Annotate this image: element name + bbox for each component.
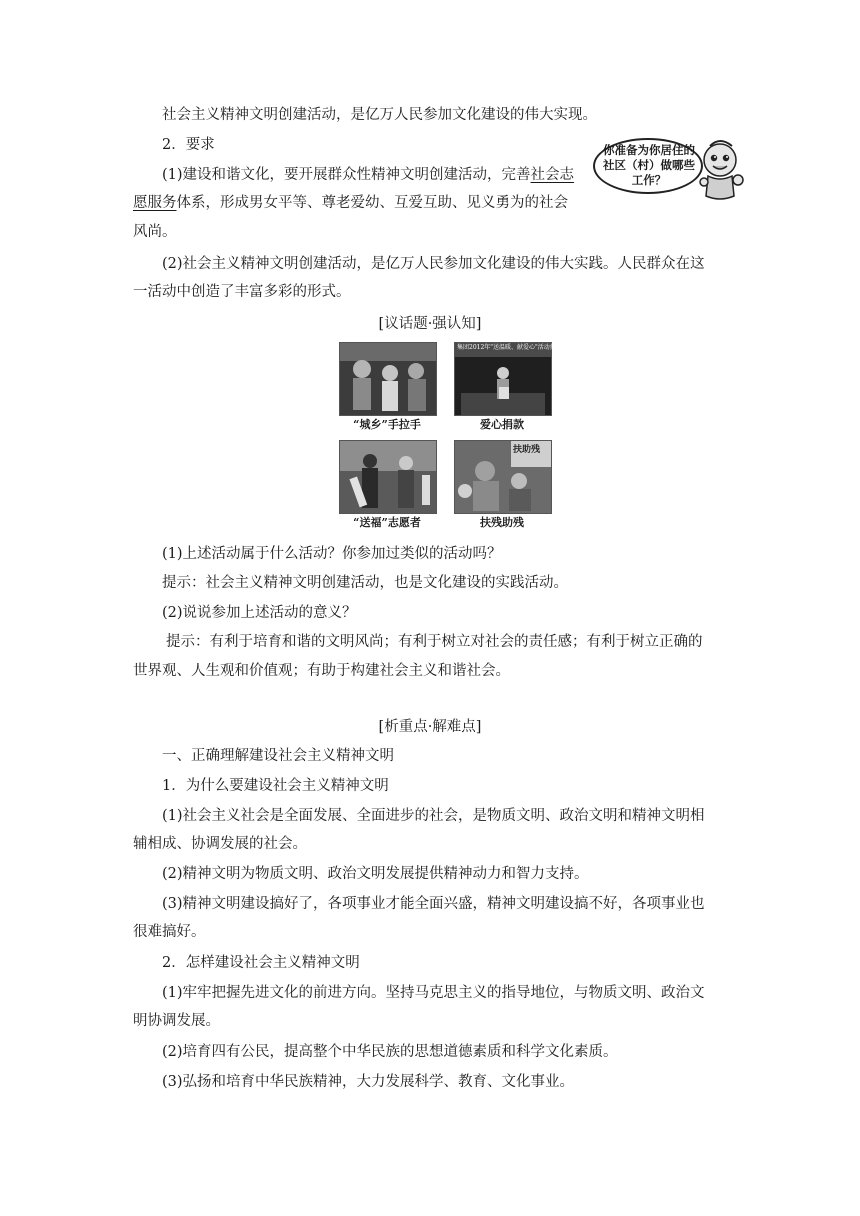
text-line: 一活动中创造了丰富多彩的形式。 (133, 284, 351, 300)
photo-caption: “送福”志愿者 (353, 516, 421, 529)
mascot-icon (698, 138, 748, 204)
photo-image (340, 441, 436, 513)
photo-blessing-volunteers (339, 440, 437, 514)
photo-city-rural (339, 342, 437, 416)
text-line: 风尚。 (133, 224, 177, 240)
heading-requirements: 2．要求 (162, 137, 215, 153)
paragraph-line: 很难搞好。 (133, 924, 206, 940)
photo-banner-text: 集团2012年"送温暖、献爱心"活动捐款仪式 (457, 344, 574, 351)
paragraph-line (133, 193, 568, 213)
photo-banner-text: 扶助残 (513, 445, 541, 455)
question-2: (2)说说参加上述活动的意义？ (162, 605, 357, 621)
photo-caption: “城乡”手拉手 (353, 418, 421, 431)
paragraph-line: (1)牢牢把握先进文化的前进方向。坚持马克思主义的指导地位，与物质文明、政治文 (162, 985, 705, 1001)
paragraph-line (162, 165, 574, 185)
photo-help-disabled (454, 440, 552, 514)
paragraph-line: 辅相成、协调发展的社会。 (133, 836, 307, 852)
heading-1: 一、正确理解建设社会主义精神文明 (162, 748, 394, 764)
photo-image (455, 343, 574, 415)
answer-2-line: 提示：有利于培育和谐的文明风尚；有利于树立对社会的责任感；有利于树立正确的 (166, 634, 703, 650)
underlined-term: 愿服务 (133, 195, 177, 211)
paragraph-line: (1)社会主义社会是全面发展、全面进步的社会，是物质文明、政治文明和精神文明相 (162, 808, 705, 824)
answer-1: 提示：社会主义精神文明创建活动，也是文化建设的实践活动。 (162, 575, 568, 591)
text-line: 社会主义精神文明创建活动，是亿万人民参加文化建设的伟大实现。 (162, 107, 597, 123)
paragraph-line: (3)弘扬和培育中华民族精神，大力发展科学、教育、文化事业。 (162, 1074, 575, 1090)
paragraph-line: (2)精神文明为物质文明、政治文明发展提供精神动力和智力支持。 (162, 866, 589, 882)
paragraph-line: (2)培育四有公民，提高整个中华民族的思想道德素质和科学文化素质。 (162, 1044, 618, 1060)
section-title-discuss: [议话题·强认知] (378, 316, 482, 332)
heading-1-2: 2．怎样建设社会主义精神文明 (162, 955, 360, 971)
photo-caption: 爱心捐款 (480, 418, 524, 431)
speech-bubble-text: 你准备为你居住的社区（村）做哪些工作？ (603, 143, 695, 187)
answer-2-line: 世界观、人生观和价值观；有助于构建社会主义和谐社会。 (133, 663, 510, 679)
text-line: (2)社会主义精神文明创建活动，是亿万人民参加文化建设的伟大实践。人民群众在这 (162, 256, 705, 272)
heading-1-1: 1．为什么要建设社会主义精神文明 (162, 778, 389, 794)
section-title-analysis: [析重点·解难点] (378, 719, 482, 735)
text-run: 体系，形成男女平等、尊老爱幼、互爱互助、见义勇为的社会 (176, 195, 568, 211)
paragraph-line: 明协调发展。 (133, 1013, 220, 1029)
photo-image (340, 343, 436, 415)
photo-caption: 扶残助残 (480, 516, 524, 529)
photo-donation (454, 342, 574, 416)
question-1: (1)上述活动属于什么活动？你参加过类似的活动吗？ (162, 546, 502, 562)
paragraph-line: (3)精神文明建设搞好了，各项事业才能全面兴盛，精神文明建设搞不好，各项事业也 (162, 896, 705, 912)
underlined-term: 社会志 (530, 167, 575, 183)
text-run: (1)建设和谐文化，要开展群众性精神文明创建活动，完善 (162, 167, 531, 183)
